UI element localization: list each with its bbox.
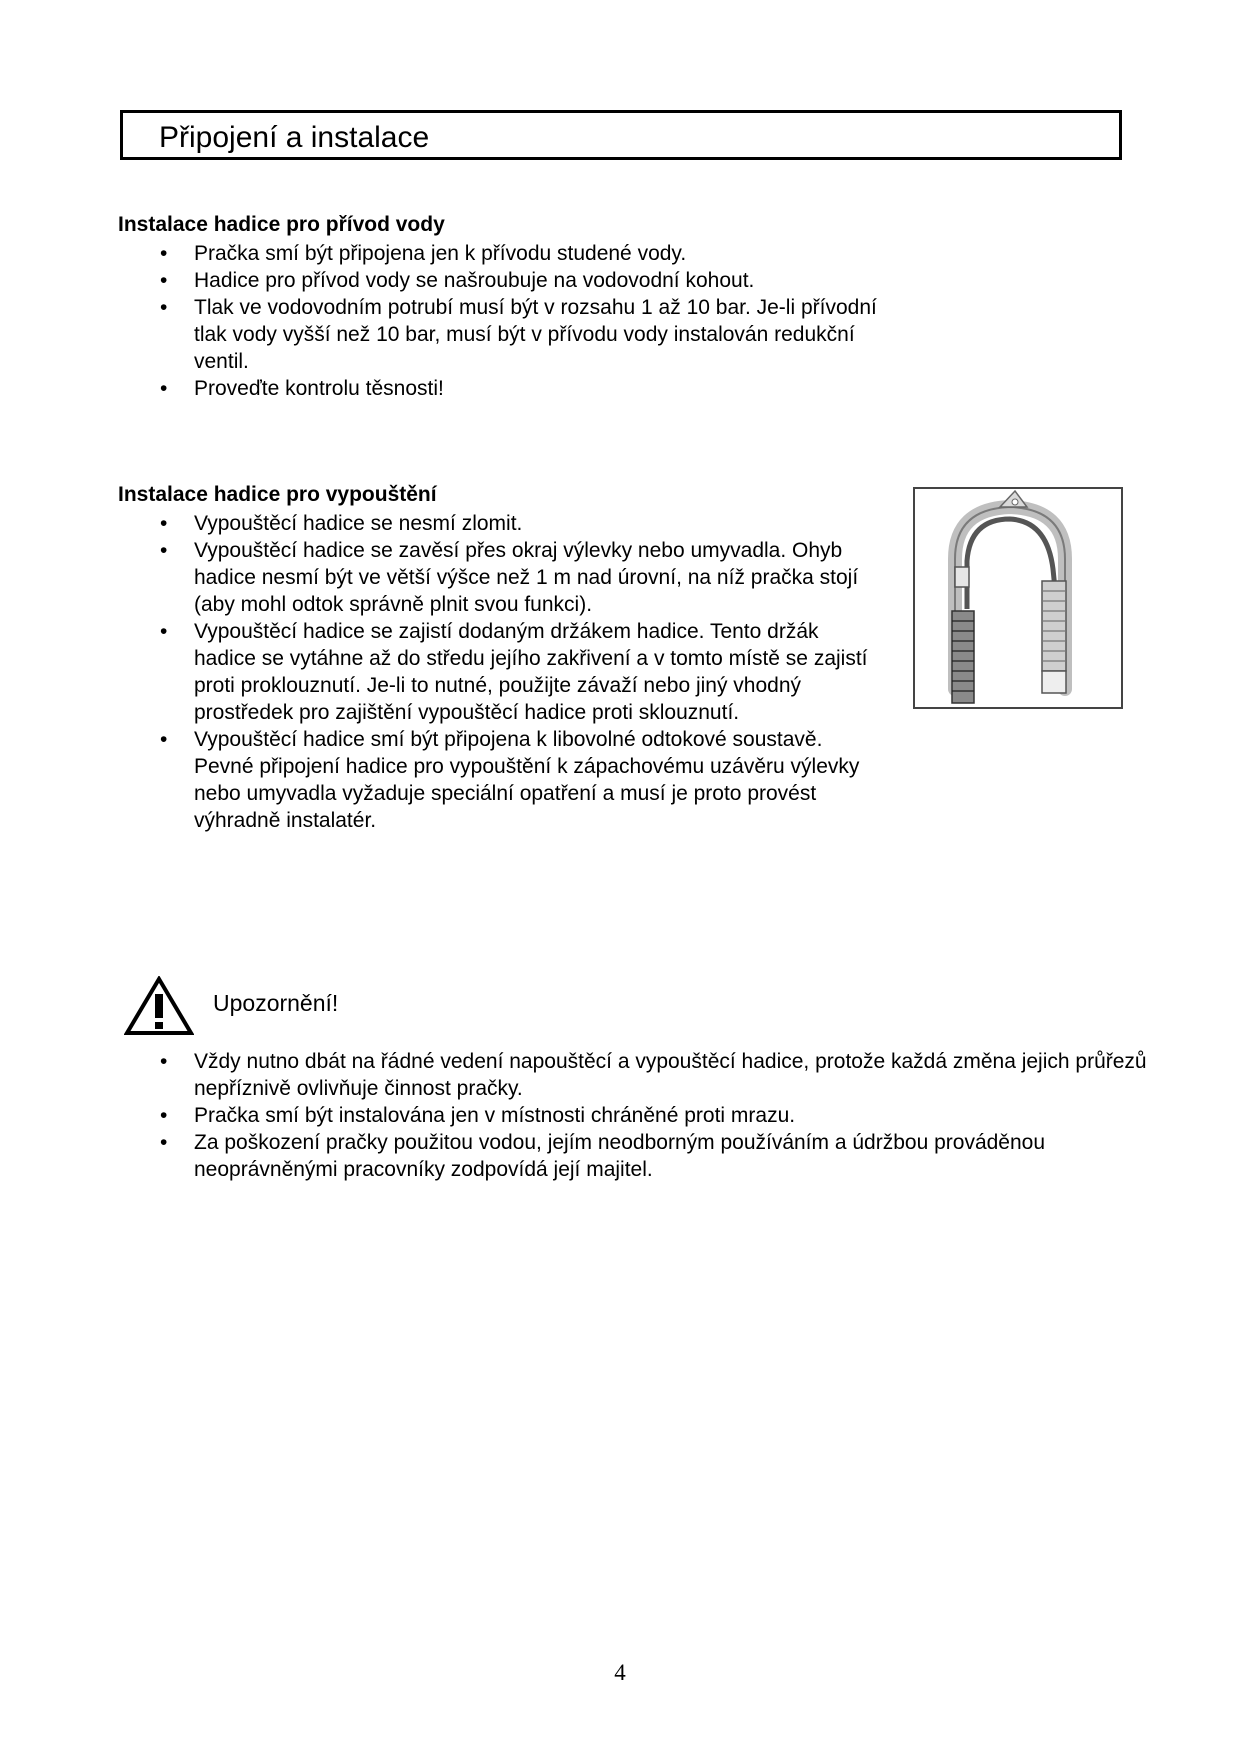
page-title: Připojení a instalace — [159, 121, 430, 154]
inlet-instructions-list — [118, 240, 898, 402]
drain-instructions-list — [118, 510, 878, 834]
page-title-box — [120, 110, 1122, 160]
list-item: • Tlak ve vodovodním potrubí musí být v rozsahu 1 až 10 bar. Je-li přívodní tlak vody vyšší než 10 bar, musí být v přívodu vody instalován redukční ventil. — [118, 294, 898, 375]
list-item: • Za poškození pračky použitou vodou, jejím neodborným používáním a údržbou prováděnou neoprávněnými pracovníky zodpovídá její majitel. — [118, 1129, 1158, 1183]
drain-section-heading: Instalace hadice pro vypouštění — [118, 483, 437, 506]
drain-hose-holder-illustration — [915, 489, 1121, 707]
list-item: • Pračka smí být připojena jen k přívodu studené vody. — [118, 240, 898, 267]
list-item: • Hadice pro přívod vody se našroubuje na vodovodní kohout. — [118, 267, 898, 294]
list-item: • Vypouštěcí hadice se nesmí zlomit. — [118, 510, 878, 537]
drain-hose-figure — [913, 487, 1123, 709]
warning-list — [118, 1048, 1158, 1183]
inlet-section-heading: Instalace hadice pro přívod vody — [118, 213, 445, 236]
list-item: • Vypouštěcí hadice smí být připojena k libovolné odtokové soustavě. Pevné připojení hadice pro vypouštění k zápachovému uzávěru výlevky nebo umyvadla vyžaduje speciální opatření a musí je proto provést výhradně instalatér. — [118, 726, 878, 834]
list-item: • Pračka smí být instalována jen v místnosti chráněné proti mrazu. — [118, 1102, 1158, 1129]
list-item: • Vypouštěcí hadice se zavěsí přes okraj výlevky nebo umyvadla. Ohyb hadice nesmí být ve větší výšce než 1 m nad úrovní, na níž pračka stojí (aby mohl odtok správně plnit svou funkci). — [118, 537, 878, 618]
page-number: 4 — [614, 1660, 626, 1685]
list-item: • Proveďte kontrolu těsnosti! — [118, 375, 898, 402]
list-item: • Vždy nutno dbát na řádné vedení napouštěcí a vypouštěcí hadice, protože každá změna jejich průřezů nepříznivě ovlivňuje činnost pračky. — [118, 1048, 1158, 1102]
warning-label: Upozornění! — [213, 990, 339, 1016]
warning-triangle-icon — [124, 976, 194, 1036]
list-item: • Vypouštěcí hadice se zajistí dodaným držákem hadice. Tento držák hadice se vytáhne až do středu jejího zakřivení a v tomto místě se zajistí proti proklouznutí. Je-li to nutné, použijte závaží nebo jiný vhodný prostředek pro zajištění vypouštěcí hadice proti sklouznutí. — [118, 618, 878, 726]
